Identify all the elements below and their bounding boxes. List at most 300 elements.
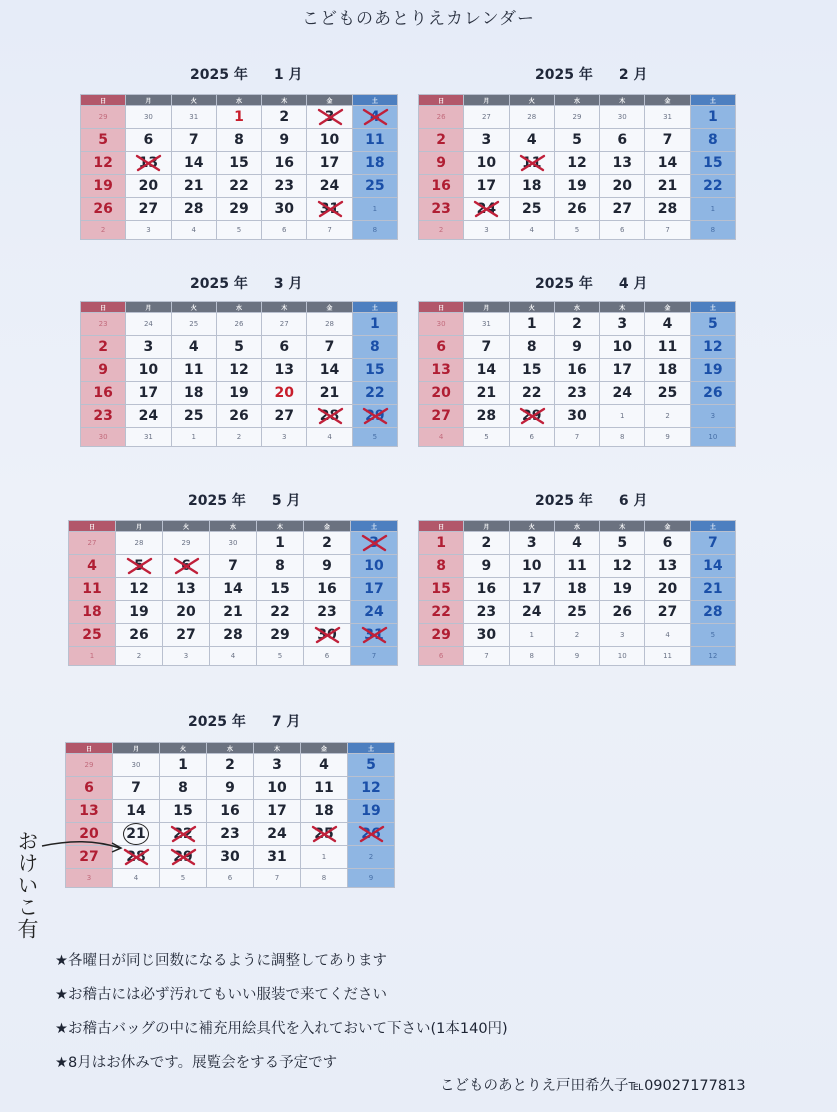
day-cell: 8: [690, 129, 735, 152]
month-title: [535, 490, 647, 510]
day-cell: 8: [352, 336, 397, 359]
weekday-header: 土: [352, 302, 397, 313]
year-label: 2025 年: [535, 67, 593, 83]
day-cell: 6: [163, 555, 210, 578]
day-cell: 9: [554, 647, 599, 666]
cross-mark-icon: [166, 824, 200, 844]
day-cell: 3: [66, 869, 113, 888]
month-calendar: [68, 520, 398, 666]
day-cell: 13: [262, 359, 307, 382]
day-cell: 23: [419, 198, 464, 221]
day-cell: 1: [160, 754, 207, 777]
day-cell: 27: [645, 601, 690, 624]
day-cell: 24: [307, 175, 352, 198]
day-cell: 27: [600, 198, 645, 221]
day-cell: 3: [351, 532, 398, 555]
weekday-header: 月: [113, 743, 160, 754]
week-row: [81, 405, 398, 428]
day-cell: 8: [301, 869, 348, 888]
month-title: [190, 64, 302, 84]
day-cell: 20: [419, 382, 464, 405]
day-cell: 2: [304, 532, 351, 555]
day-cell: 1: [352, 198, 397, 221]
day-cell: 1: [690, 106, 735, 129]
cross-mark-icon: [469, 199, 503, 219]
day-cell: 3: [600, 624, 645, 647]
day-cell: 26: [600, 601, 645, 624]
weekday-header: 水: [210, 521, 257, 532]
handwritten-note: おけいこ有: [15, 830, 39, 940]
day-cell: 7: [554, 428, 599, 447]
week-row: [81, 382, 398, 405]
week-row: [81, 198, 398, 221]
circle-mark-icon: [123, 823, 149, 845]
day-cell: 3: [254, 754, 301, 777]
week-row: [419, 601, 736, 624]
week-row: [419, 106, 736, 129]
day-cell: 26: [419, 106, 464, 129]
day-cell: 5: [81, 129, 126, 152]
day-cell: 4: [509, 221, 554, 240]
day-cell: 30: [207, 846, 254, 869]
month-label: 6 月: [618, 493, 648, 509]
day-cell: 4: [419, 428, 464, 447]
day-cell: 26: [690, 382, 735, 405]
weekday-header: 土: [348, 743, 395, 754]
day-cell: 26: [554, 198, 599, 221]
cross-mark-icon: [515, 153, 549, 173]
weekday-header: 月: [116, 521, 163, 532]
month-calendar: [80, 94, 398, 240]
day-cell: 30: [304, 624, 351, 647]
day-cell: 1: [509, 313, 554, 336]
day-cell: 29: [352, 405, 397, 428]
day-cell: 18: [301, 800, 348, 823]
cross-mark-icon: [357, 533, 391, 553]
day-cell: 22: [509, 382, 554, 405]
week-row: [419, 405, 736, 428]
day-cell: 23: [262, 175, 307, 198]
weekday-header: 金: [645, 95, 690, 106]
day-cell: 30: [464, 624, 509, 647]
week-row: [69, 532, 398, 555]
week-row: [69, 601, 398, 624]
cross-mark-icon: [357, 625, 391, 645]
day-cell: 11: [69, 578, 116, 601]
day-cell: 9: [419, 152, 464, 175]
day-cell: 23: [81, 313, 126, 336]
weekday-header: 火: [171, 302, 216, 313]
day-cell: 21: [690, 578, 735, 601]
day-cell: 10: [509, 555, 554, 578]
day-cell: 5: [257, 647, 304, 666]
day-cell: 27: [163, 624, 210, 647]
weekday-header: 日: [419, 521, 464, 532]
day-cell: 20: [262, 382, 307, 405]
day-cell: 2: [81, 221, 126, 240]
weekday-header: 木: [600, 302, 645, 313]
day-cell: 20: [645, 578, 690, 601]
day-cell: 12: [690, 336, 735, 359]
day-cell: 7: [254, 869, 301, 888]
day-cell: 9: [207, 777, 254, 800]
month-label: 1 月: [273, 67, 303, 83]
year-label: 2025 年: [188, 493, 246, 509]
day-cell: 13: [126, 152, 171, 175]
week-row: [419, 129, 736, 152]
day-cell: 26: [216, 313, 261, 336]
day-cell: 23: [464, 601, 509, 624]
day-cell: 31: [351, 624, 398, 647]
day-cell: 29: [554, 106, 599, 129]
day-cell: 7: [645, 221, 690, 240]
day-cell: 11: [301, 777, 348, 800]
day-cell: 27: [66, 846, 113, 869]
week-row: [81, 106, 398, 129]
day-cell: 10: [690, 428, 735, 447]
day-cell: 1: [600, 405, 645, 428]
note-item: ★各曜日が同じ回数になるように調整してあります: [55, 953, 387, 969]
day-cell: 4: [69, 555, 116, 578]
day-cell: 24: [600, 382, 645, 405]
day-cell: 2: [464, 532, 509, 555]
weekday-header: 月: [464, 302, 509, 313]
day-cell: 5: [690, 313, 735, 336]
day-cell: 29: [160, 846, 207, 869]
day-cell: 1: [216, 106, 261, 129]
week-row: [66, 869, 395, 888]
day-cell: 1: [352, 313, 397, 336]
day-cell: 3: [262, 428, 307, 447]
day-cell: 14: [690, 555, 735, 578]
day-cell: 3: [509, 532, 554, 555]
day-cell: 11: [554, 555, 599, 578]
day-cell: 18: [352, 152, 397, 175]
day-cell: 16: [304, 578, 351, 601]
notes-list: [55, 944, 508, 1080]
day-cell: 28: [307, 313, 352, 336]
week-row: [66, 800, 395, 823]
day-cell: 8: [509, 647, 554, 666]
day-cell: 8: [690, 221, 735, 240]
day-cell: 28: [171, 198, 216, 221]
day-cell: 18: [171, 382, 216, 405]
month-calendar: [80, 301, 398, 447]
week-row: [81, 129, 398, 152]
weekday-header: 火: [509, 95, 554, 106]
day-cell: 22: [160, 823, 207, 846]
day-cell: 7: [690, 532, 735, 555]
note-item: ★お稽古には必ず汚れてもいい服装で来てください: [55, 987, 387, 1003]
day-cell: 1: [257, 532, 304, 555]
month-label: 7 月: [271, 714, 301, 730]
week-row: [69, 555, 398, 578]
day-cell: 2: [116, 647, 163, 666]
day-cell: 7: [210, 555, 257, 578]
day-cell: 2: [207, 754, 254, 777]
day-cell: 3: [163, 647, 210, 666]
weekday-header: 火: [160, 743, 207, 754]
day-cell: 26: [348, 823, 395, 846]
day-cell: 26: [81, 198, 126, 221]
day-cell: 1: [509, 624, 554, 647]
weekday-header: 日: [69, 521, 116, 532]
day-cell: 15: [160, 800, 207, 823]
day-cell: 30: [126, 106, 171, 129]
day-cell: 2: [81, 336, 126, 359]
week-row: [419, 221, 736, 240]
day-cell: 12: [81, 152, 126, 175]
year-label: 2025 年: [188, 714, 246, 730]
weekday-header: 木: [262, 302, 307, 313]
day-cell: 4: [645, 313, 690, 336]
day-cell: 5: [352, 428, 397, 447]
weekday-header: 土: [352, 95, 397, 106]
day-cell: 29: [257, 624, 304, 647]
day-cell: 5: [690, 624, 735, 647]
cross-mark-icon: [358, 107, 392, 127]
day-cell: 8: [600, 428, 645, 447]
year-label: 2025 年: [190, 276, 248, 292]
day-cell: 7: [171, 129, 216, 152]
week-row: [81, 175, 398, 198]
day-cell: 29: [81, 106, 126, 129]
day-cell: 21: [645, 175, 690, 198]
day-cell: 6: [66, 777, 113, 800]
day-cell: 28: [210, 624, 257, 647]
cross-mark-icon: [122, 556, 156, 576]
day-cell: 10: [600, 647, 645, 666]
day-cell: 2: [419, 129, 464, 152]
week-row: [81, 221, 398, 240]
weekday-header: 月: [464, 95, 509, 106]
day-cell: 9: [645, 428, 690, 447]
day-cell: 14: [210, 578, 257, 601]
day-cell: 30: [262, 198, 307, 221]
week-row: [419, 359, 736, 382]
day-cell: 20: [600, 175, 645, 198]
weekday-header: 火: [509, 302, 554, 313]
day-cell: 4: [210, 647, 257, 666]
cross-mark-icon: [307, 824, 341, 844]
day-cell: 6: [262, 336, 307, 359]
weekday-header: 木: [262, 95, 307, 106]
day-cell: 13: [419, 359, 464, 382]
day-cell: 15: [352, 359, 397, 382]
week-row: [419, 152, 736, 175]
week-row: [69, 578, 398, 601]
weekday-header: 金: [307, 95, 352, 106]
day-cell: 6: [126, 129, 171, 152]
day-cell: 22: [216, 175, 261, 198]
year-label: 2025 年: [190, 67, 248, 83]
day-cell: 31: [307, 198, 352, 221]
week-row: [66, 777, 395, 800]
day-cell: 17: [509, 578, 554, 601]
day-cell: 6: [645, 532, 690, 555]
cross-mark-icon: [313, 406, 347, 426]
weekday-header: 水: [216, 95, 261, 106]
day-cell: 6: [262, 221, 307, 240]
day-cell: 3: [126, 336, 171, 359]
weekday-header: 木: [257, 521, 304, 532]
day-cell: 27: [69, 532, 116, 555]
week-row: [419, 313, 736, 336]
day-cell: 25: [171, 405, 216, 428]
day-cell: 6: [304, 647, 351, 666]
week-row: [419, 428, 736, 447]
day-cell: 18: [554, 578, 599, 601]
week-row: [419, 382, 736, 405]
cross-mark-icon: [131, 153, 165, 173]
day-cell: 9: [554, 336, 599, 359]
day-cell: 7: [645, 129, 690, 152]
day-cell: 21: [113, 823, 160, 846]
year-label: 2025 年: [535, 276, 593, 292]
day-cell: 29: [419, 624, 464, 647]
day-cell: 14: [464, 359, 509, 382]
weekday-header: 木: [600, 95, 645, 106]
weekday-header: 土: [690, 302, 735, 313]
day-cell: 19: [348, 800, 395, 823]
day-cell: 22: [257, 601, 304, 624]
weekday-header: 月: [464, 521, 509, 532]
day-cell: 11: [645, 647, 690, 666]
week-row: [81, 428, 398, 447]
day-cell: 19: [81, 175, 126, 198]
day-cell: 11: [171, 359, 216, 382]
weekday-header: 金: [304, 521, 351, 532]
note-item: ★お稽古バッグの中に補充用絵具代を入れておいて下さい(1本140円): [55, 1021, 508, 1037]
day-cell: 27: [464, 106, 509, 129]
month-title: [190, 273, 302, 293]
day-cell: 1: [69, 647, 116, 666]
weekday-header: 土: [351, 521, 398, 532]
month-title: [535, 64, 647, 84]
day-cell: 16: [81, 382, 126, 405]
day-cell: 16: [464, 578, 509, 601]
day-cell: 13: [163, 578, 210, 601]
day-cell: 19: [216, 382, 261, 405]
day-cell: 29: [216, 198, 261, 221]
day-cell: 30: [419, 313, 464, 336]
day-cell: 3: [464, 129, 509, 152]
day-cell: 15: [509, 359, 554, 382]
day-cell: 28: [116, 532, 163, 555]
weekday-header: 日: [81, 95, 126, 106]
day-cell: 16: [554, 359, 599, 382]
day-cell: 6: [509, 428, 554, 447]
day-cell: 4: [171, 336, 216, 359]
day-cell: 14: [645, 152, 690, 175]
day-cell: 5: [554, 129, 599, 152]
year-label: 2025 年: [535, 493, 593, 509]
day-cell: 2: [554, 313, 599, 336]
day-cell: 4: [352, 106, 397, 129]
cross-mark-icon: [313, 107, 347, 127]
day-cell: 2: [216, 428, 261, 447]
day-cell: 24: [126, 313, 171, 336]
day-cell: 13: [600, 152, 645, 175]
day-cell: 3: [600, 313, 645, 336]
day-cell: 4: [645, 624, 690, 647]
day-cell: 30: [600, 106, 645, 129]
week-row: [419, 198, 736, 221]
day-cell: 25: [69, 624, 116, 647]
day-cell: 5: [160, 869, 207, 888]
day-cell: 12: [216, 359, 261, 382]
day-cell: 31: [254, 846, 301, 869]
day-cell: 27: [419, 405, 464, 428]
day-cell: 21: [464, 382, 509, 405]
week-row: [69, 647, 398, 666]
day-cell: 28: [307, 405, 352, 428]
day-cell: 8: [257, 555, 304, 578]
weekday-header: 日: [419, 302, 464, 313]
weekday-header: 木: [254, 743, 301, 754]
day-cell: 2: [554, 624, 599, 647]
day-cell: 9: [262, 129, 307, 152]
month-title: [188, 711, 300, 731]
day-cell: 15: [216, 152, 261, 175]
day-cell: 1: [171, 428, 216, 447]
day-cell: 8: [509, 336, 554, 359]
day-cell: 20: [126, 175, 171, 198]
cross-mark-icon: [119, 847, 153, 867]
day-cell: 7: [464, 336, 509, 359]
day-cell: 3: [126, 221, 171, 240]
day-cell: 7: [307, 221, 352, 240]
week-row: [419, 647, 736, 666]
day-cell: 6: [419, 336, 464, 359]
day-cell: 19: [554, 175, 599, 198]
day-cell: 21: [307, 382, 352, 405]
day-cell: 21: [171, 175, 216, 198]
weekday-header: 日: [81, 302, 126, 313]
day-cell: 17: [464, 175, 509, 198]
day-cell: 27: [262, 405, 307, 428]
week-row: [419, 336, 736, 359]
day-cell: 3: [690, 405, 735, 428]
month-title: [188, 490, 300, 510]
day-cell: 7: [464, 647, 509, 666]
day-cell: 10: [254, 777, 301, 800]
weekday-header: 火: [163, 521, 210, 532]
day-cell: 13: [645, 555, 690, 578]
day-cell: 21: [210, 601, 257, 624]
day-cell: 10: [351, 555, 398, 578]
week-row: [81, 313, 398, 336]
day-cell: 9: [348, 869, 395, 888]
day-cell: 5: [216, 336, 261, 359]
day-cell: 23: [81, 405, 126, 428]
day-cell: 25: [171, 313, 216, 336]
day-cell: 3: [307, 106, 352, 129]
day-cell: 25: [352, 175, 397, 198]
day-cell: 27: [126, 198, 171, 221]
weekday-header: 火: [509, 521, 554, 532]
day-cell: 17: [254, 800, 301, 823]
day-cell: 22: [690, 175, 735, 198]
weekday-header: 月: [126, 302, 171, 313]
day-cell: 10: [600, 336, 645, 359]
day-cell: 7: [113, 777, 160, 800]
day-cell: 6: [419, 647, 464, 666]
day-cell: 8: [352, 221, 397, 240]
day-cell: 26: [216, 405, 261, 428]
week-row: [419, 175, 736, 198]
day-cell: 18: [645, 359, 690, 382]
